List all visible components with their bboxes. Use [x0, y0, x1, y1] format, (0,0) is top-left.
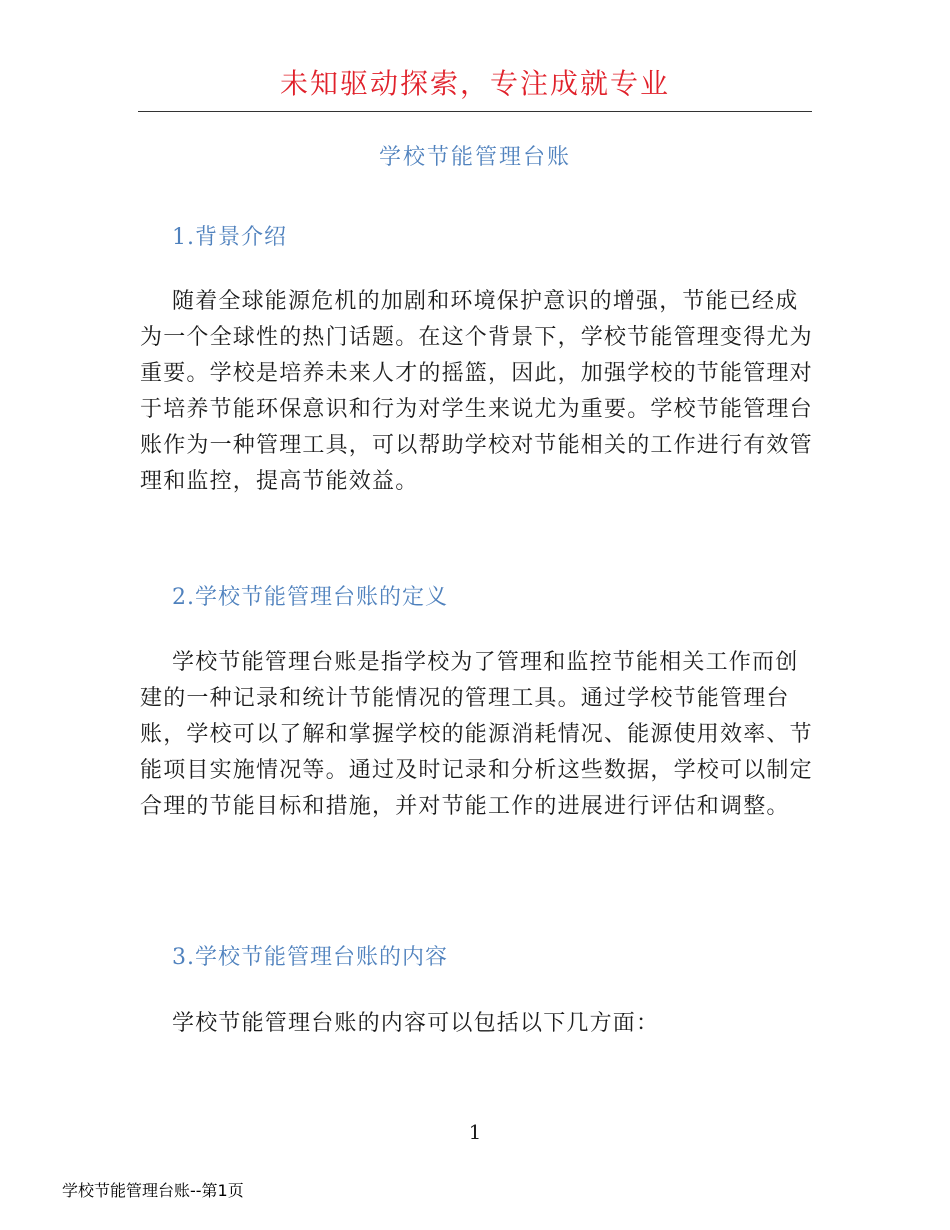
paragraph-content: 学校节能管理台账的内容可以包括以下几方面： — [172, 1011, 660, 1036]
page-footer: 学校节能管理台账--第1页 — [62, 1181, 244, 1200]
section-heading-background: 1.背景介绍 — [172, 225, 287, 250]
document-title: 学校节能管理台账 — [378, 145, 571, 170]
header-divider — [138, 111, 812, 112]
page-number: 1 — [468, 1120, 482, 1144]
section-heading-definition: 2.学校节能管理台账的定义 — [172, 585, 448, 610]
paragraph-definition: 学校节能管理台账是指学校为了管理和监控节能相关工作而创建的一种记录和统计节能情况的管理工具。通过学校节能管理台账，学校可以了解和掌握学校的能源消耗情况、能源使用效率、节能项目实施情况等。通过及时记录和分析这些数据，学校可以制定合理的节能目标和措施，并对节能工作的进展进行评估和调整。 — [140, 650, 813, 819]
section-heading-content: 3.学校节能管理台账的内容 — [172, 945, 448, 970]
header-slogan: 未知驱动探索，专注成就专业 — [279, 67, 670, 100]
paragraph-background: 随着全球能源危机的加剧和环境保护意识的增强，节能已经成为一个全球性的热门话题。在这个背景下，学校节能管理变得尤为重要。学校是培养未来人才的摇篮，因此，加强学校的节能管理对于培养节能环保意识和行为对学生来说尤为重要。学校节能管理台账作为一种管理工具，可以帮助学校对节能相关的工作进行有效管理和监控，提高节能效益。 — [140, 289, 813, 494]
